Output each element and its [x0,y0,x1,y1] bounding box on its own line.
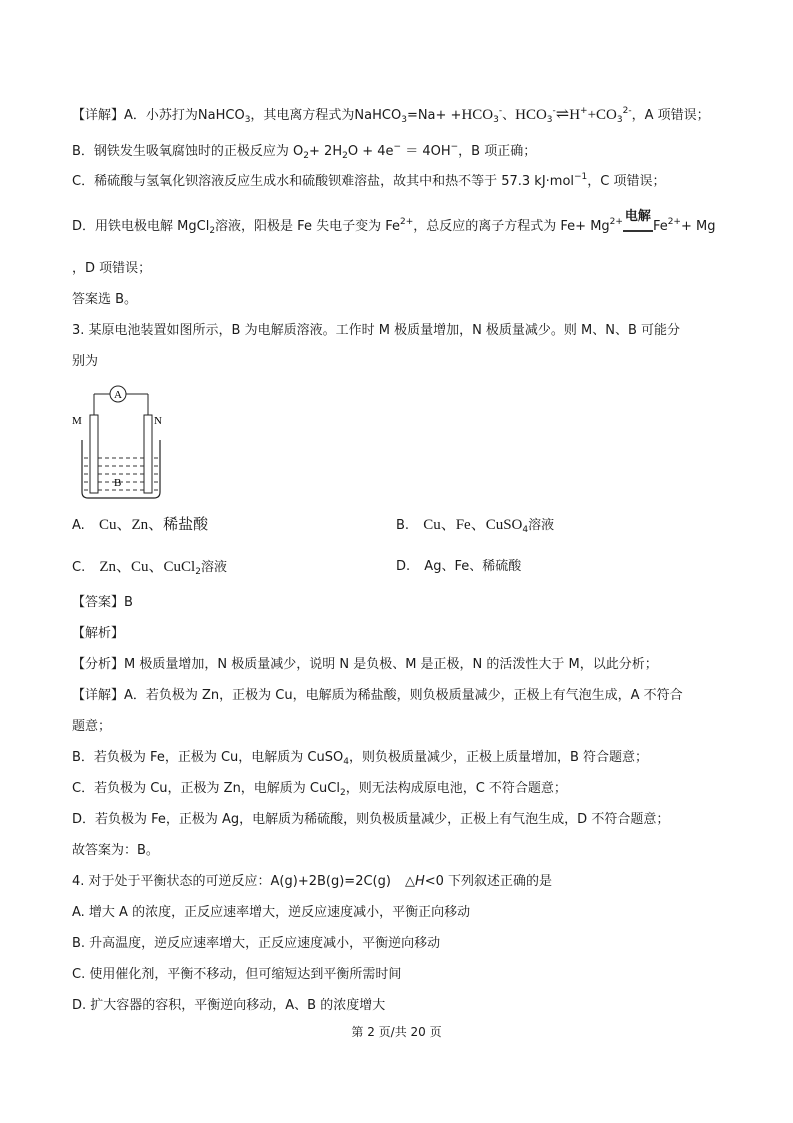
equilibrium-arrow: ⇌ [555,106,570,123]
q3-answer: 【答案】B [72,595,133,610]
text: 溶液，阳极是 Fe 失电子变为 Fe [215,219,400,234]
solution-label: B [114,477,122,489]
text: B．钢铁发生吸氧腐蚀时的正极反应为 O [72,144,304,159]
text: ，A 项错误； [631,108,710,123]
subscript: 4 [522,525,529,535]
option-label: A. [72,518,85,533]
q3-detail-c [72,780,567,802]
q3-detail-d: D．若负极为 Fe，正极为 Ag，电解质为稀硫酸，则负极质量减少，正极上有气泡生成，D 不符合题意； [72,812,670,827]
option-label: C. [72,560,86,575]
answer-line: 答案选 B。 [72,292,138,307]
q4-stem [72,873,552,891]
subscript: 2 [339,788,346,798]
electrolysis-label: 电解 [624,209,651,224]
q3-conclusion: 故答案为：B。 [72,843,159,858]
text: C．稀硫酸与氢氧化钡溶液反应生成水和硫酸钡难溶盐，故其中和热不等于 57.3 kJ·mol [72,174,575,189]
text: O + 4e [347,144,394,159]
superscript: 2+ [399,217,414,227]
subscript: 2 [209,226,216,236]
q3-detail-a1: 【详解】A．若负极为 Zn，正极为 Cu，电解质为稀盐酸，则负极质量减少，正极上有气泡生成，A 不符合 [72,688,683,703]
electrode-m [90,415,98,493]
q3-option-c[interactable] [72,558,227,581]
q4-option-d[interactable]: D. 扩大容器的容积，平衡逆向移动，A、B 的浓度增大 [72,998,386,1013]
text: C．若负极为 Cu，正极为 Zn，电解质为 CuCl [72,781,340,796]
q3-stem-line2: 别为 [72,354,99,369]
q3-option-b[interactable] [396,516,554,539]
page-footer: 第 2 页/共 20 页 [351,1025,442,1039]
superscript: + [580,106,588,116]
subscript: 3 [244,115,251,125]
superscript: - [552,106,556,116]
q4-option-b[interactable]: B. 升高温度，逆反应速率增大，正反应速度减小，平衡逆向移动 [72,936,441,951]
text: ，其电离方程式为NaHCO [250,108,402,123]
option-text: 溶液 [200,560,227,575]
q3-analysis: 【分析】M 极质量增加，N 极质量减少，说明 N 是负极、M 是正极，N 的活泼性大于 M，以此分析； [72,657,658,672]
subscript: 2 [195,567,201,577]
superscript: 2- [622,106,632,116]
superscript: - [498,106,503,116]
q3-stem-line1: 3. 某原电池装置如图所示，B 为电解质溶液。工作时 M 极质量增加，N 极质量减少。则 M、N、B 可能分 [72,323,681,338]
superscript: 2+ [609,217,623,227]
text: ＝ 4OH [401,144,451,159]
q3-detail-b [72,749,648,771]
formula: H [569,107,581,123]
galvanic-cell-figure [70,380,170,505]
text: <0 下列叙述正确的是 [424,874,553,889]
option-text: 溶液 [528,518,555,533]
text: ，总反应的离子方程式为 Fe+ Mg [413,219,610,234]
formula: HCO [461,107,494,123]
electrolysis-arrow [623,209,653,232]
detail-line-c [72,168,666,191]
q3-option-a[interactable] [72,516,208,535]
electrode-n [144,415,152,493]
ammeter-label: A [114,389,122,401]
subscript: 2 [303,151,310,161]
option-label: B. [396,518,410,533]
option-label: D. [396,559,411,574]
detail-tag: 【详解】 [72,108,125,123]
q4-option-a[interactable]: A. 增大 A 的浓度，正反应速率增大，逆反应速度减小，平衡正向移动 [72,905,471,920]
q3-analysis-tag: 【解析】 [72,626,125,641]
text: Fe [652,219,668,234]
option-text: Cu、Fe、CuSO [423,517,523,533]
text: + 2H [309,144,343,159]
detail-line-b [72,138,536,165]
formula: +CO [587,107,617,123]
subscript: 3 [493,115,499,125]
subscript: 2 [342,151,348,161]
subscript: 3 [401,115,407,125]
electrode-n-label: N [154,415,162,427]
text: ，B 项正确； [458,144,537,159]
electrode-m-label: M [72,415,82,427]
text: ，则无法构成原电池，C 不符合题意； [345,781,567,796]
text: D．用铁电极电解 MgCl [72,219,210,234]
arrow-bar [623,230,653,232]
option-text: Cu、Zn、稀盐酸 [98,517,209,533]
superscript: 2+ [667,217,681,227]
delta-symbol: △ [404,874,415,889]
subscript: 3 [546,115,553,125]
q3-option-d[interactable] [396,558,521,576]
text: + Mg [680,219,716,234]
superscript: − [450,142,459,152]
superscript: −1 [574,172,588,182]
text: B．若负极为 Fe，正极为 Cu，电解质为 CuSO [72,750,344,765]
text: 4. 对于处于平衡状态的可逆反应：A(g)+2B(g)=2C(g) [72,874,391,889]
text: 、 [502,108,516,123]
detail-line-d-end: ，D 项错误； [72,261,152,276]
text: ，C 项错误； [587,174,666,189]
q3-detail-a2: 题意； [72,719,112,734]
q4-option-c[interactable]: C. 使用催化剂，平衡不移动，但可缩短达到平衡所需时间 [72,967,402,982]
text: ，则负极质量减少，正极上质量增加，B 符合题意； [348,750,648,765]
option-text: Ag、Fe、稀硫酸 [424,559,522,574]
text: =Na+ + [406,108,462,123]
enthalpy-symbol: H [414,874,425,889]
formula: HCO [515,107,547,123]
subscript: 3 [616,115,623,125]
text: A．小苏打为NaHCO [124,108,245,123]
option-text: Zn、Cu、CuCl [99,559,196,575]
subscript: 4 [343,757,349,767]
superscript: − [393,142,402,152]
detail-line-d [72,209,716,240]
detail-line-a [72,102,710,129]
